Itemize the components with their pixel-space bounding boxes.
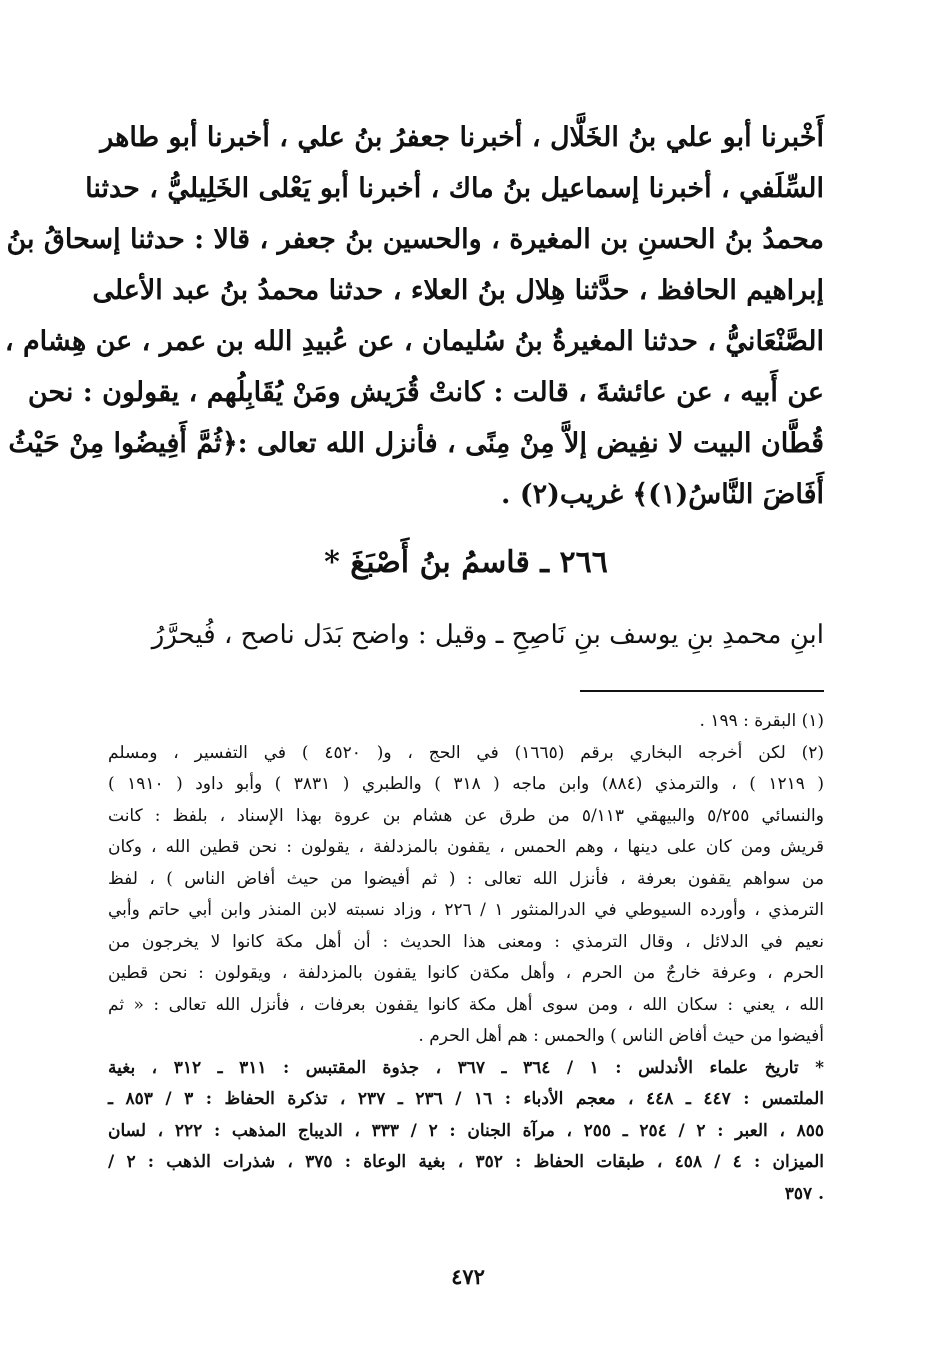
- text-line: عن أَبيه ، عن عائشةَ ، قالت : كانتْ قُرَيش ومَنْ يُقَابِلُهم ، يقولون : نحن: [27, 377, 824, 408]
- text-line: الصَّنْعَانيُّ ، حدثنا المغيرةُ بنُ سُليمان ، عن عُبيدِ الله بن عمر ، عن هِشام ،: [4, 326, 824, 357]
- footnote-line: (١) البقرة : ١٩٩ .: [699, 711, 824, 731]
- text-line: أَفَاضَ النَّاسُ(١)﴾ غريب(٢) .: [501, 479, 824, 510]
- page-number: ٤٧٢: [451, 1264, 485, 1289]
- text-line: إبراهيم الحافظ ، حدَّثنا هِلال بنُ العلاء ، حدثنا محمدُ بنُ عبد الأعلى: [92, 275, 824, 306]
- text-line: محمدُ بنُ الحسنِ بن المغيرة ، والحسين بنُ جعفر ، قالا : حدثنا إسحاقُ بنُ: [6, 224, 824, 255]
- hadith-paragraph: [4, 112, 824, 520]
- footnote-line: ( ١٢١٩ ) ، والترمذي (٨٨٤) وابن ماجه ( ٣١٨ ) والطبري ( ٣٨٣١ ) وأبو داود ( ١٩١٠ ): [108, 774, 824, 794]
- footnote-line: أفيضوا من حيث أفاض الناس ) والحمس : هم أهل الحرم .: [418, 1026, 824, 1046]
- section-heading: ٢٦٦ ـ قاسمُ بنُ أَصْبَغَ *: [324, 545, 608, 580]
- text-line: أَخْبرنا أبو علي بنُ الخَلَّال ، أخبرنا جعفرُ بنُ علي ، أخبرنا أبو طاهر: [100, 122, 824, 153]
- biography-source-line: الملتمس : ٤٤٧ ـ ٤٤٨ ، معجم الأدباء : ١٦ / ٢٣٦ ـ ٢٣٧ ، تذكرة الحفاظ : ٣ / ٨٥٣ ـ: [108, 1089, 825, 1109]
- biography-source-line: الميزان : ٤ / ٤٥٨ ، طبقات الحفاظ : ٣٥٢ ، بغية الوعاة : ٣٧٥ ، شذرات الذهب : ٢ /: [108, 1152, 824, 1172]
- biography-source-line: * تاريخ علماء الأندلس : ١ / ٣٦٤ ـ ٣٦٧ ، جذوة المقتبس : ٣١١ ـ ٣١٢ ، بغية: [108, 1057, 824, 1078]
- footnote-line: قريش ومن كان على دينها ، وهم الحمس ، يقفون بالمزدلفة ، يقولون : نحن قطين الله ، وكان: [108, 837, 824, 857]
- footnote-line: الله ، يعني : سكان الله ، ومن سوى أهل مكة كانوا يقفون بعرفات ، فأنزل الله تعالى : « ثم: [108, 994, 824, 1015]
- section-intro-line: ابنِ محمدِ بنِ يوسف بنِ نَاصِحِ ـ وقيل : واضح بَدَل ناصح ، فُيحرَّرُ: [151, 620, 824, 650]
- footnote-line: (٢) لكن أخرجه البخاري برقم (١٦٦٥) في الحج ، و( ٤٥٢٠ ) في التفسير ، ومسلم: [108, 742, 824, 763]
- footnote-line: من سواهم يقفون بعرفة ، فأنزل الله تعالى : ( ثم أفيضوا من حيث أفاض الناس ) ، لفظ: [108, 868, 824, 889]
- footnote-divider: [580, 690, 824, 692]
- text-line: السِّلَفي ، أخبرنا إسماعيل بنُ ماك ، أخبرنا أبو يَعْلى الخَلِيليُّ ، حدثنا: [85, 173, 824, 204]
- text-line: قُطَّان البيت لا نفِيض إلاَّ مِنْ مِنًى ، فأنزل الله تعالى :﴿ثُمَّ أَفِيضُوا مِنْ حَيْثُ: [8, 428, 824, 459]
- footnotes: [108, 706, 824, 1210]
- biography-source-line: . ٣٥٧: [784, 1183, 824, 1204]
- footnote-line: الحرم ، وعرفة خارجٌ من الحرم ، وأهل مكةن كانوا يقفون بالمزدلفة ، ويقولون : نحن قطين: [108, 963, 824, 983]
- footnote-line: والنسائي ٥/٢٥٥ والبيهقي ٥/١١٣ من طرق عن هشام بن عروة بهذا الإسناد ، بلفظ : كانت: [108, 805, 824, 826]
- biography-source-line: ٨٥٥ ، العبر : ٢ / ٢٥٤ ـ ٢٥٥ ، مرآة الجنان : ٢ / ٣٣٣ ، الديباج المذهب : ٢٢٢ ، لسان: [108, 1120, 825, 1141]
- footnote-line: الترمذي ، وأورده السيوطي في الدرالمنثور ١ / ٢٢٦ ، وزاد نسبته لابن المنذر وابن أبي حاتم وأبي: [108, 900, 825, 920]
- footnote-line: نعيم في الدلائل ، وقال الترمذي : ومعنى هذا الحديث : أن أهل مكة كانوا لا يخرجون من: [108, 931, 824, 952]
